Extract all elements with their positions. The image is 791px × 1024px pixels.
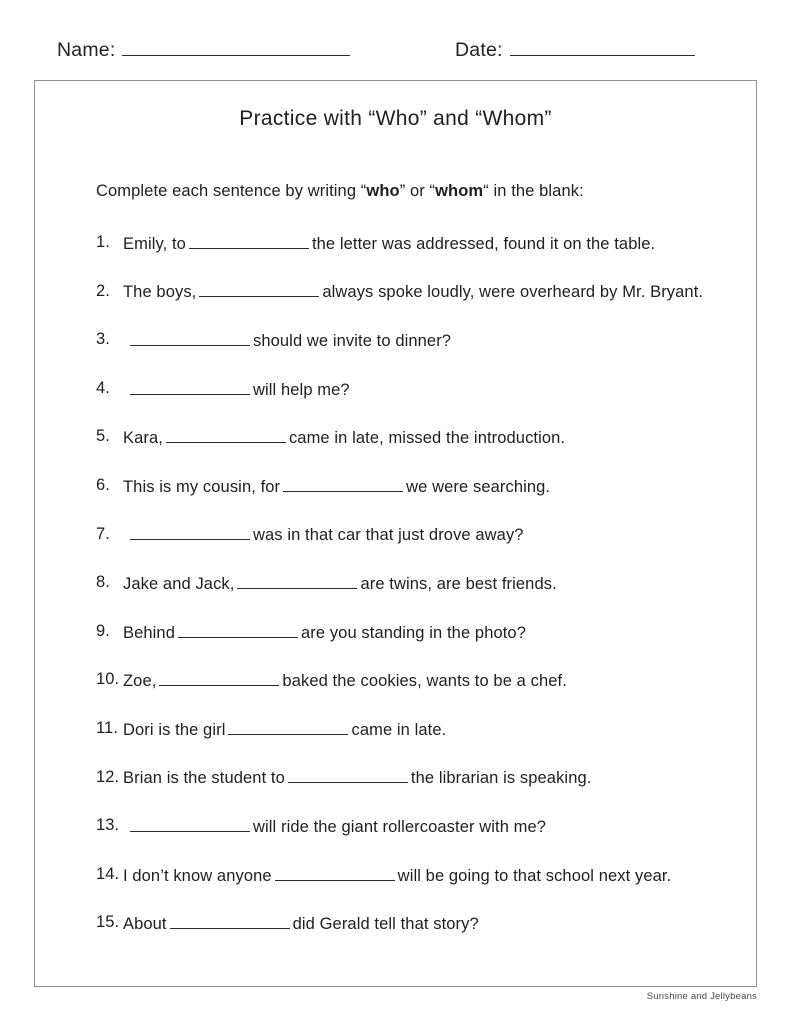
date-write-line[interactable] — [510, 38, 695, 56]
question-number: 1. — [96, 233, 110, 251]
question-list — [35, 233, 756, 962]
question-row — [35, 525, 756, 574]
question-number: 7. — [96, 524, 110, 543]
question-text-before-blank: I don’t know anyone — [123, 866, 272, 885]
name-label: Name: — [57, 38, 116, 61]
answer-blank[interactable] — [275, 865, 395, 881]
worksheet-container — [34, 80, 757, 987]
question-row — [35, 670, 756, 719]
question-text — [127, 330, 451, 351]
question-text-before-blank: Jake and Jack, — [123, 575, 235, 593]
question-text-after-blank: the librarian is speaking. — [410, 769, 592, 788]
question-row — [35, 573, 756, 622]
question-text-after-blank: should we invite to dinner? — [253, 332, 452, 351]
question-text-after-blank: always spoke loudly, were overheard by Mr. Bryant. — [322, 283, 704, 302]
question-number: 10. — [96, 670, 120, 689]
answer-blank[interactable] — [130, 330, 250, 346]
instructions-line — [96, 182, 584, 201]
question-text-after-blank: did Gerald tell that story? — [292, 915, 479, 934]
question-text — [123, 622, 526, 643]
question-text — [127, 816, 546, 837]
question-text-after-blank: are twins, are best friends. — [360, 575, 557, 593]
question-row — [35, 330, 756, 379]
question-text-before-blank: Brian is the student to — [123, 769, 285, 788]
answer-blank[interactable] — [130, 816, 250, 832]
worksheet-title: Practice with “Who” and “Whom” — [239, 107, 552, 130]
answer-blank[interactable] — [283, 476, 403, 492]
question-text-before-blank: Kara, — [123, 429, 163, 448]
question-number: 12. — [96, 767, 120, 786]
question-text — [127, 525, 524, 546]
instructions-part-3: “ in the blank: — [483, 182, 584, 200]
question-number: 13. — [96, 816, 120, 835]
answer-blank[interactable] — [170, 913, 290, 929]
question-text-after-blank: will be going to that school next year. — [397, 866, 672, 885]
question-text-before-blank: Behind — [123, 623, 175, 642]
question-text-before-blank: Emily, to — [123, 234, 186, 253]
question-text — [123, 573, 557, 594]
question-number: 5. — [96, 427, 110, 446]
question-text-before-blank: Zoe, — [123, 672, 157, 691]
name-date-header — [0, 38, 791, 70]
question-row — [35, 865, 756, 914]
question-text — [127, 379, 350, 400]
question-text-after-blank: was in that car that just drove away? — [253, 526, 524, 545]
name-field — [57, 38, 350, 62]
question-text — [123, 427, 565, 448]
question-text — [123, 719, 446, 740]
question-number: 3. — [96, 330, 110, 349]
question-number: 9. — [96, 621, 110, 640]
answer-blank[interactable] — [288, 768, 408, 784]
question-text-before-blank: Dori is the girl — [123, 720, 226, 739]
question-row — [35, 816, 756, 865]
name-write-line[interactable] — [122, 38, 350, 56]
question-number: 8. — [96, 573, 110, 592]
question-number: 15. — [96, 913, 120, 932]
question-row — [35, 913, 756, 962]
instructions-part-2: ” or “ — [399, 182, 436, 200]
question-text-after-blank: we were searching. — [406, 477, 551, 496]
answer-blank[interactable] — [166, 427, 286, 443]
question-text-after-blank: baked the cookies, wants to be a chef. — [282, 672, 567, 691]
question-text-after-blank: will ride the giant rollercoaster with me? — [253, 817, 547, 836]
question-text — [123, 233, 655, 254]
question-text-after-blank: will help me? — [253, 380, 350, 399]
question-number: 11. — [96, 718, 119, 737]
question-text — [123, 913, 479, 934]
instructions-bold-who: who — [366, 182, 400, 200]
question-row — [35, 768, 756, 817]
date-label: Date: — [455, 38, 503, 61]
question-number: 6. — [96, 475, 110, 494]
date-field — [455, 38, 695, 62]
answer-blank[interactable] — [199, 282, 319, 298]
answer-blank[interactable] — [228, 719, 348, 735]
question-text — [123, 865, 671, 886]
question-row — [35, 282, 756, 331]
question-text — [123, 282, 703, 303]
question-text-before-blank: About — [123, 915, 167, 934]
question-row — [35, 233, 756, 282]
answer-blank[interactable] — [159, 670, 279, 686]
question-number: 14. — [96, 864, 120, 883]
answer-blank[interactable] — [178, 622, 298, 638]
footer-credit: Sunshine and Jellybeans — [646, 991, 757, 1002]
question-text — [123, 670, 567, 691]
answer-blank[interactable] — [237, 573, 357, 589]
answer-blank[interactable] — [130, 525, 250, 541]
question-text-after-blank: the letter was addressed, found it on the table. — [311, 234, 656, 253]
question-text-after-blank: came in late, missed the introduction. — [288, 429, 566, 448]
question-row — [35, 622, 756, 671]
question-text — [123, 476, 550, 497]
question-row — [35, 476, 756, 525]
question-text-after-blank: are you standing in the photo? — [300, 623, 526, 642]
instructions-part-1: Complete each sentence by writing “ — [96, 182, 367, 200]
question-row — [35, 379, 756, 428]
answer-blank[interactable] — [130, 379, 250, 395]
question-number: 4. — [96, 378, 110, 397]
question-row — [35, 719, 756, 768]
answer-blank[interactable] — [189, 233, 309, 249]
question-row — [35, 427, 756, 476]
question-text — [123, 768, 591, 789]
instructions-bold-whom: whom — [435, 182, 484, 200]
question-text-before-blank: The boys, — [123, 283, 197, 302]
question-text-after-blank: came in late. — [351, 720, 447, 739]
question-number: 2. — [96, 281, 110, 300]
question-text-before-blank: This is my cousin, for — [123, 477, 281, 496]
